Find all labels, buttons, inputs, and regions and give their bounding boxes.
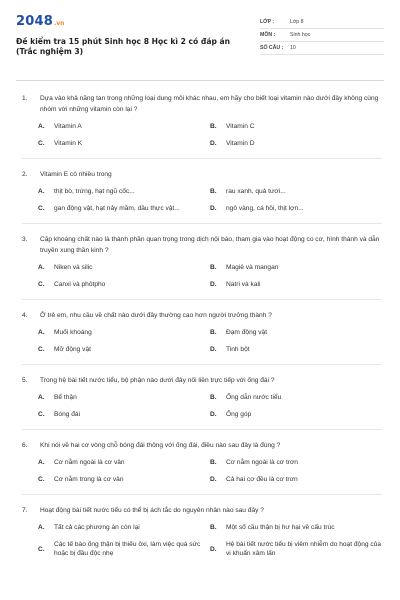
question-stem (22, 310, 382, 321)
question-item (16, 440, 384, 495)
answer-option[interactable] (210, 523, 382, 532)
option-text: Cả hai cơ đều là cơ trơn (226, 476, 298, 483)
option-letter: C. (38, 281, 45, 288)
answer-option[interactable] (210, 540, 382, 558)
info-row-subject (260, 29, 384, 42)
option-text: Vitamin K (54, 140, 83, 147)
option-letter: B. (210, 329, 217, 336)
question-stem (22, 93, 382, 115)
question-divider (22, 364, 382, 365)
option-letter: A. (38, 459, 45, 466)
answer-options (38, 187, 382, 213)
answer-option[interactable] (210, 475, 382, 484)
question-item (16, 169, 384, 224)
answer-option[interactable] (210, 345, 382, 354)
question-stem (22, 505, 382, 516)
option-text: Natri và kali (226, 281, 261, 288)
option-letter: D. (210, 281, 217, 288)
answer-option[interactable] (210, 204, 382, 213)
answer-option[interactable] (38, 263, 210, 272)
question-stem (22, 440, 382, 451)
option-text: rau xanh, quả tươi... (226, 188, 286, 195)
option-letter: C. (38, 411, 45, 418)
option-letter: C. (38, 140, 45, 147)
document-header (16, 14, 384, 74)
option-letter: D. (210, 476, 217, 483)
question-item (16, 234, 384, 300)
option-text: Ống góp (226, 411, 252, 418)
answer-option[interactable] (38, 523, 210, 532)
option-letter: D. (210, 545, 217, 553)
option-text: Tất cả các phương án còn lại (54, 524, 140, 531)
info-label: LỚP : (260, 19, 275, 25)
question-stem (22, 234, 382, 256)
question-number: 5. (22, 377, 28, 384)
option-text: Ống dẫn nước tiểu (226, 394, 282, 401)
answer-option[interactable] (38, 540, 210, 558)
question-number: 4. (22, 312, 28, 319)
option-text: Mỡ động vật (54, 346, 91, 353)
answer-option[interactable] (38, 345, 210, 354)
question-number: 3. (22, 236, 28, 243)
option-letter: D. (210, 346, 217, 353)
option-text: Vitamin C (226, 123, 255, 130)
option-text: Đạm động vật (226, 329, 268, 336)
answer-option[interactable] (38, 280, 210, 289)
brand-block (16, 14, 236, 57)
option-letter: A. (38, 329, 45, 336)
option-letter: B. (210, 459, 217, 466)
question-text: Cặp khoáng chất nào là thành phần quan trọng trong dịch nội bào, tham gia vào hoạt động co cơ, hình thành và dẫn truyền xung thần kinh ? (40, 236, 380, 254)
answer-option[interactable] (38, 122, 210, 131)
option-text: Các tế bào ống thận bị thiếu ôxi, làm việc quá sức hoặc bị đầu độc nhẹ (54, 541, 201, 557)
answer-options (38, 263, 382, 289)
answer-options (38, 458, 382, 484)
info-value: Lớp 8 (290, 19, 304, 25)
option-text: Vitamin D (226, 140, 255, 147)
option-text: Bể thận (54, 394, 77, 401)
info-row-class (260, 16, 384, 29)
question-stem (22, 375, 382, 386)
option-text: Cơ nằm ngoài là cơ vân (54, 459, 125, 466)
page-title: Đề kiểm tra 15 phút Sinh học 8 Học kì 2 có đáp án (Trắc nghiệm 3) (16, 37, 231, 56)
answer-option[interactable] (210, 263, 382, 272)
option-letter: D. (210, 140, 217, 147)
info-label: SỐ CÂU : (260, 45, 284, 51)
option-text: Bóng đái (54, 411, 81, 418)
option-text: Vitamin A (54, 123, 82, 130)
option-text: ngô vàng, cá hồi, thịt lợn... (226, 205, 304, 212)
question-divider (22, 429, 382, 430)
option-letter: D. (210, 411, 217, 418)
answer-option[interactable] (210, 393, 382, 402)
question-item (16, 310, 384, 365)
answer-option[interactable] (38, 204, 210, 213)
question-stem (22, 169, 382, 180)
option-letter: C. (38, 346, 45, 353)
option-letter: A. (38, 188, 45, 195)
answer-option[interactable] (38, 458, 210, 467)
answer-option[interactable] (210, 139, 382, 148)
option-letter: B. (210, 394, 217, 401)
question-item (16, 505, 384, 558)
question-divider (22, 223, 382, 224)
option-text: Cơ nằm ngoài là cơ trơn (226, 459, 298, 466)
question-text: Vitamin E có nhiều trong (40, 171, 112, 178)
option-text: Muối khoáng (54, 329, 92, 336)
option-text: Magiê và mangan (226, 264, 279, 271)
answer-options (38, 523, 382, 558)
question-text: Khi nói về hai cơ vòng chỗ bóng đái thông với ống đái, điều nào sau đây là đúng ? (40, 442, 281, 449)
answer-option[interactable] (210, 122, 382, 131)
question-item (16, 93, 384, 159)
info-row-count (260, 42, 384, 55)
option-text: Canxi và phôtpho (54, 281, 106, 288)
question-divider (22, 158, 382, 159)
question-divider (22, 299, 382, 300)
option-letter: B. (210, 524, 217, 531)
option-text: Hệ bài tiết nước tiểu bị viêm nhiễm do hoạt động của vi khuẩn xâm lấn (226, 541, 381, 557)
site-logo[interactable] (16, 14, 236, 29)
question-number: 1. (22, 95, 28, 102)
option-text: gan động vật, hạt nảy mầm, dầu thực vật... (54, 205, 180, 212)
logo-text: 2048 (16, 14, 53, 29)
option-letter: A. (38, 524, 45, 531)
answer-option[interactable] (38, 328, 210, 337)
info-label: MÔN : (260, 32, 276, 38)
question-number: 2. (22, 171, 28, 178)
info-value: 10 (290, 45, 296, 51)
answer-option[interactable] (210, 458, 382, 467)
question-divider (22, 494, 382, 495)
answer-option[interactable] (210, 328, 382, 337)
question-number: 7. (22, 507, 28, 514)
answer-option[interactable] (38, 410, 210, 419)
info-table (260, 16, 384, 55)
answer-options (38, 328, 382, 354)
question-text: Hoạt động bài tiết nước tiểu có thể bị ách tắc do nguyên nhân nào sau đây ? (40, 507, 264, 514)
option-letter: C. (38, 545, 45, 553)
option-text: Tinh bột (226, 346, 250, 353)
option-letter: A. (38, 264, 45, 271)
answer-options (38, 393, 382, 419)
answer-option[interactable] (210, 410, 382, 419)
question-text: Trong hệ bài tiết nước tiểu, bộ phận nào dưới đây nối liền trực tiếp với ống đái ? (40, 377, 275, 384)
question-item (16, 375, 384, 430)
answer-options (38, 122, 382, 148)
answer-option[interactable] (38, 139, 210, 148)
option-text: thịt bò, trứng, hạt ngũ cốc... (54, 188, 135, 195)
answer-option[interactable] (38, 393, 210, 402)
question-text: Dựa vào khả năng tan trong những loại dung môi khác nhau, em hãy cho biết loại vitamin nào dưới đây không cùng nhóm với những vitamin còn lại ? (40, 95, 379, 113)
question-number: 6. (22, 442, 28, 449)
option-letter: A. (38, 123, 45, 130)
option-letter: C. (38, 476, 45, 483)
answer-option[interactable] (210, 187, 382, 196)
answer-option[interactable] (38, 475, 210, 484)
option-text: Niken và silic (54, 264, 93, 271)
question-list (16, 93, 384, 558)
answer-option[interactable] (210, 280, 382, 289)
option-letter: B. (210, 188, 217, 195)
option-letter: A. (38, 394, 45, 401)
info-value: Sinh học (290, 32, 311, 38)
option-letter: C. (38, 205, 45, 212)
question-text: Ở trẻ em, nhu cầu về chất nào dưới đây thường cao hơn người trưởng thành ? (40, 312, 272, 319)
option-text: Cơ nằm trong là cơ vân (54, 476, 124, 483)
option-letter: B. (210, 123, 217, 130)
logo-suffix: .vn (53, 20, 65, 27)
option-text: Một số cầu thận bị hư hại về cấu trúc (226, 524, 335, 531)
answer-option[interactable] (38, 187, 210, 196)
option-letter: B. (210, 264, 217, 271)
header-divider (16, 80, 384, 81)
option-letter: D. (210, 205, 217, 212)
